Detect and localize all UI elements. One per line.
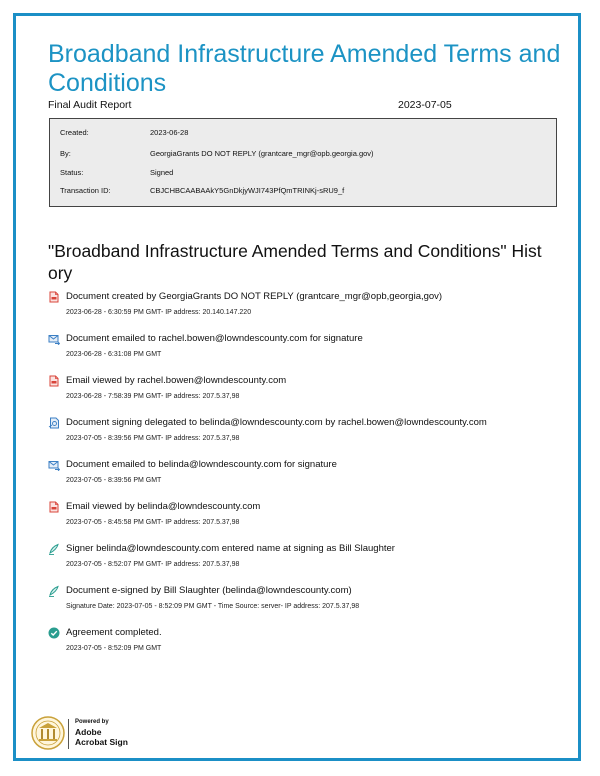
event-text: Document created by GeorgiaGrants DO NOT REPLY (grantcare_mgr@opb,georgia,gov) <box>66 291 443 302</box>
event-detail: 2023-06-28 - 7:58:39 PM GMT- IP address: 207.5.37,98 <box>66 393 240 400</box>
signer-icon <box>48 543 60 555</box>
info-value: Signed <box>150 168 174 177</box>
powered-by-label: Powered by <box>75 719 109 725</box>
email-sent-icon <box>48 333 60 345</box>
event-text: Document emailed to belinda@lowndescounty.com for signature <box>66 459 337 470</box>
brand-line1: Adobe <box>75 727 102 737</box>
event-text: Document signing delegated to belinda@lowndescounty.com by rachel.bowen@lowndescounty.com <box>66 417 487 428</box>
event-detail: 2023-07-05 - 8:39:56 PM GMT <box>66 477 162 484</box>
document-created-icon <box>48 291 60 303</box>
info-value: CBJCHBCAABAAkY5GnDkjyWJI743PfQmTRINKj-sRU9_f <box>150 186 345 195</box>
history-heading-line1: "Broadband Infrastructure Amended Terms and Conditions" Hist <box>48 241 542 261</box>
info-label: Created: <box>60 128 89 137</box>
report-date: 2023-07-05 <box>398 99 452 111</box>
brand-line2: Acrobat Sign <box>75 737 128 747</box>
event-text: Signer belinda@lowndescounty.com entered name at signing as Bill Slaughter <box>66 543 395 554</box>
document-title: Broadband Infrastructure Amended Terms and Conditions <box>48 40 561 97</box>
event-text: Email viewed by rachel.bowen@lowndescounty.com <box>66 375 287 386</box>
event-detail: Signature Date: 2023-07-05 - 8:52:09 PM GMT - Time Source: server- IP address: 207.5.37,98 <box>66 603 360 610</box>
event-detail: 2023-06-28 - 6:31:08 PM GMT <box>66 351 162 358</box>
info-label: Transaction ID: <box>60 186 111 195</box>
event-detail: 2023-06-28 - 6:30:59 PM GMT- IP address: 20.140.147.220 <box>66 309 252 316</box>
event-detail: 2023-07-05 - 8:45:58 PM GMT- IP address: 207.5.37,98 <box>66 519 240 526</box>
event-detail: 2023-07-05 - 8:52:07 PM GMT- IP address: 207.5.37,98 <box>66 561 240 568</box>
email-sent-icon <box>48 459 60 471</box>
event-text: Document e-signed by Bill Slaughter (belinda@lowndescounty.com) <box>66 585 352 596</box>
info-label: Status: <box>60 168 84 177</box>
history-heading-line2: ory <box>48 263 73 283</box>
event-text: Email viewed by belinda@lowndescounty.com <box>66 501 261 512</box>
report-subtitle: Final Audit Report <box>48 99 132 111</box>
footer-divider <box>68 719 69 749</box>
info-value: 2023-06-28 <box>150 128 189 137</box>
info-value: GeorgiaGrants DO NOT REPLY (grantcare_mgr@opb.georgia.gov) <box>150 149 374 158</box>
delegate-icon <box>48 417 60 429</box>
event-detail: 2023-07-05 - 8:52:09 PM GMT <box>66 645 162 652</box>
event-text: Agreement completed. <box>66 627 162 638</box>
adobe-acrobat-sign-brand <box>75 727 128 747</box>
event-detail: 2023-07-05 - 8:39:56 PM GMT- IP address: 207.5.37,98 <box>66 435 240 442</box>
georgia-seal-icon <box>31 716 65 750</box>
info-label: By: <box>60 149 71 158</box>
email-viewed-icon <box>48 375 60 387</box>
e-signed-icon <box>48 585 60 597</box>
transaction-info-box <box>49 118 557 207</box>
completed-check-icon <box>48 627 60 639</box>
email-viewed-icon <box>48 501 60 513</box>
history-heading <box>48 240 568 284</box>
event-text: Document emailed to rachel.bowen@lowndescounty.com for signature <box>66 333 363 344</box>
